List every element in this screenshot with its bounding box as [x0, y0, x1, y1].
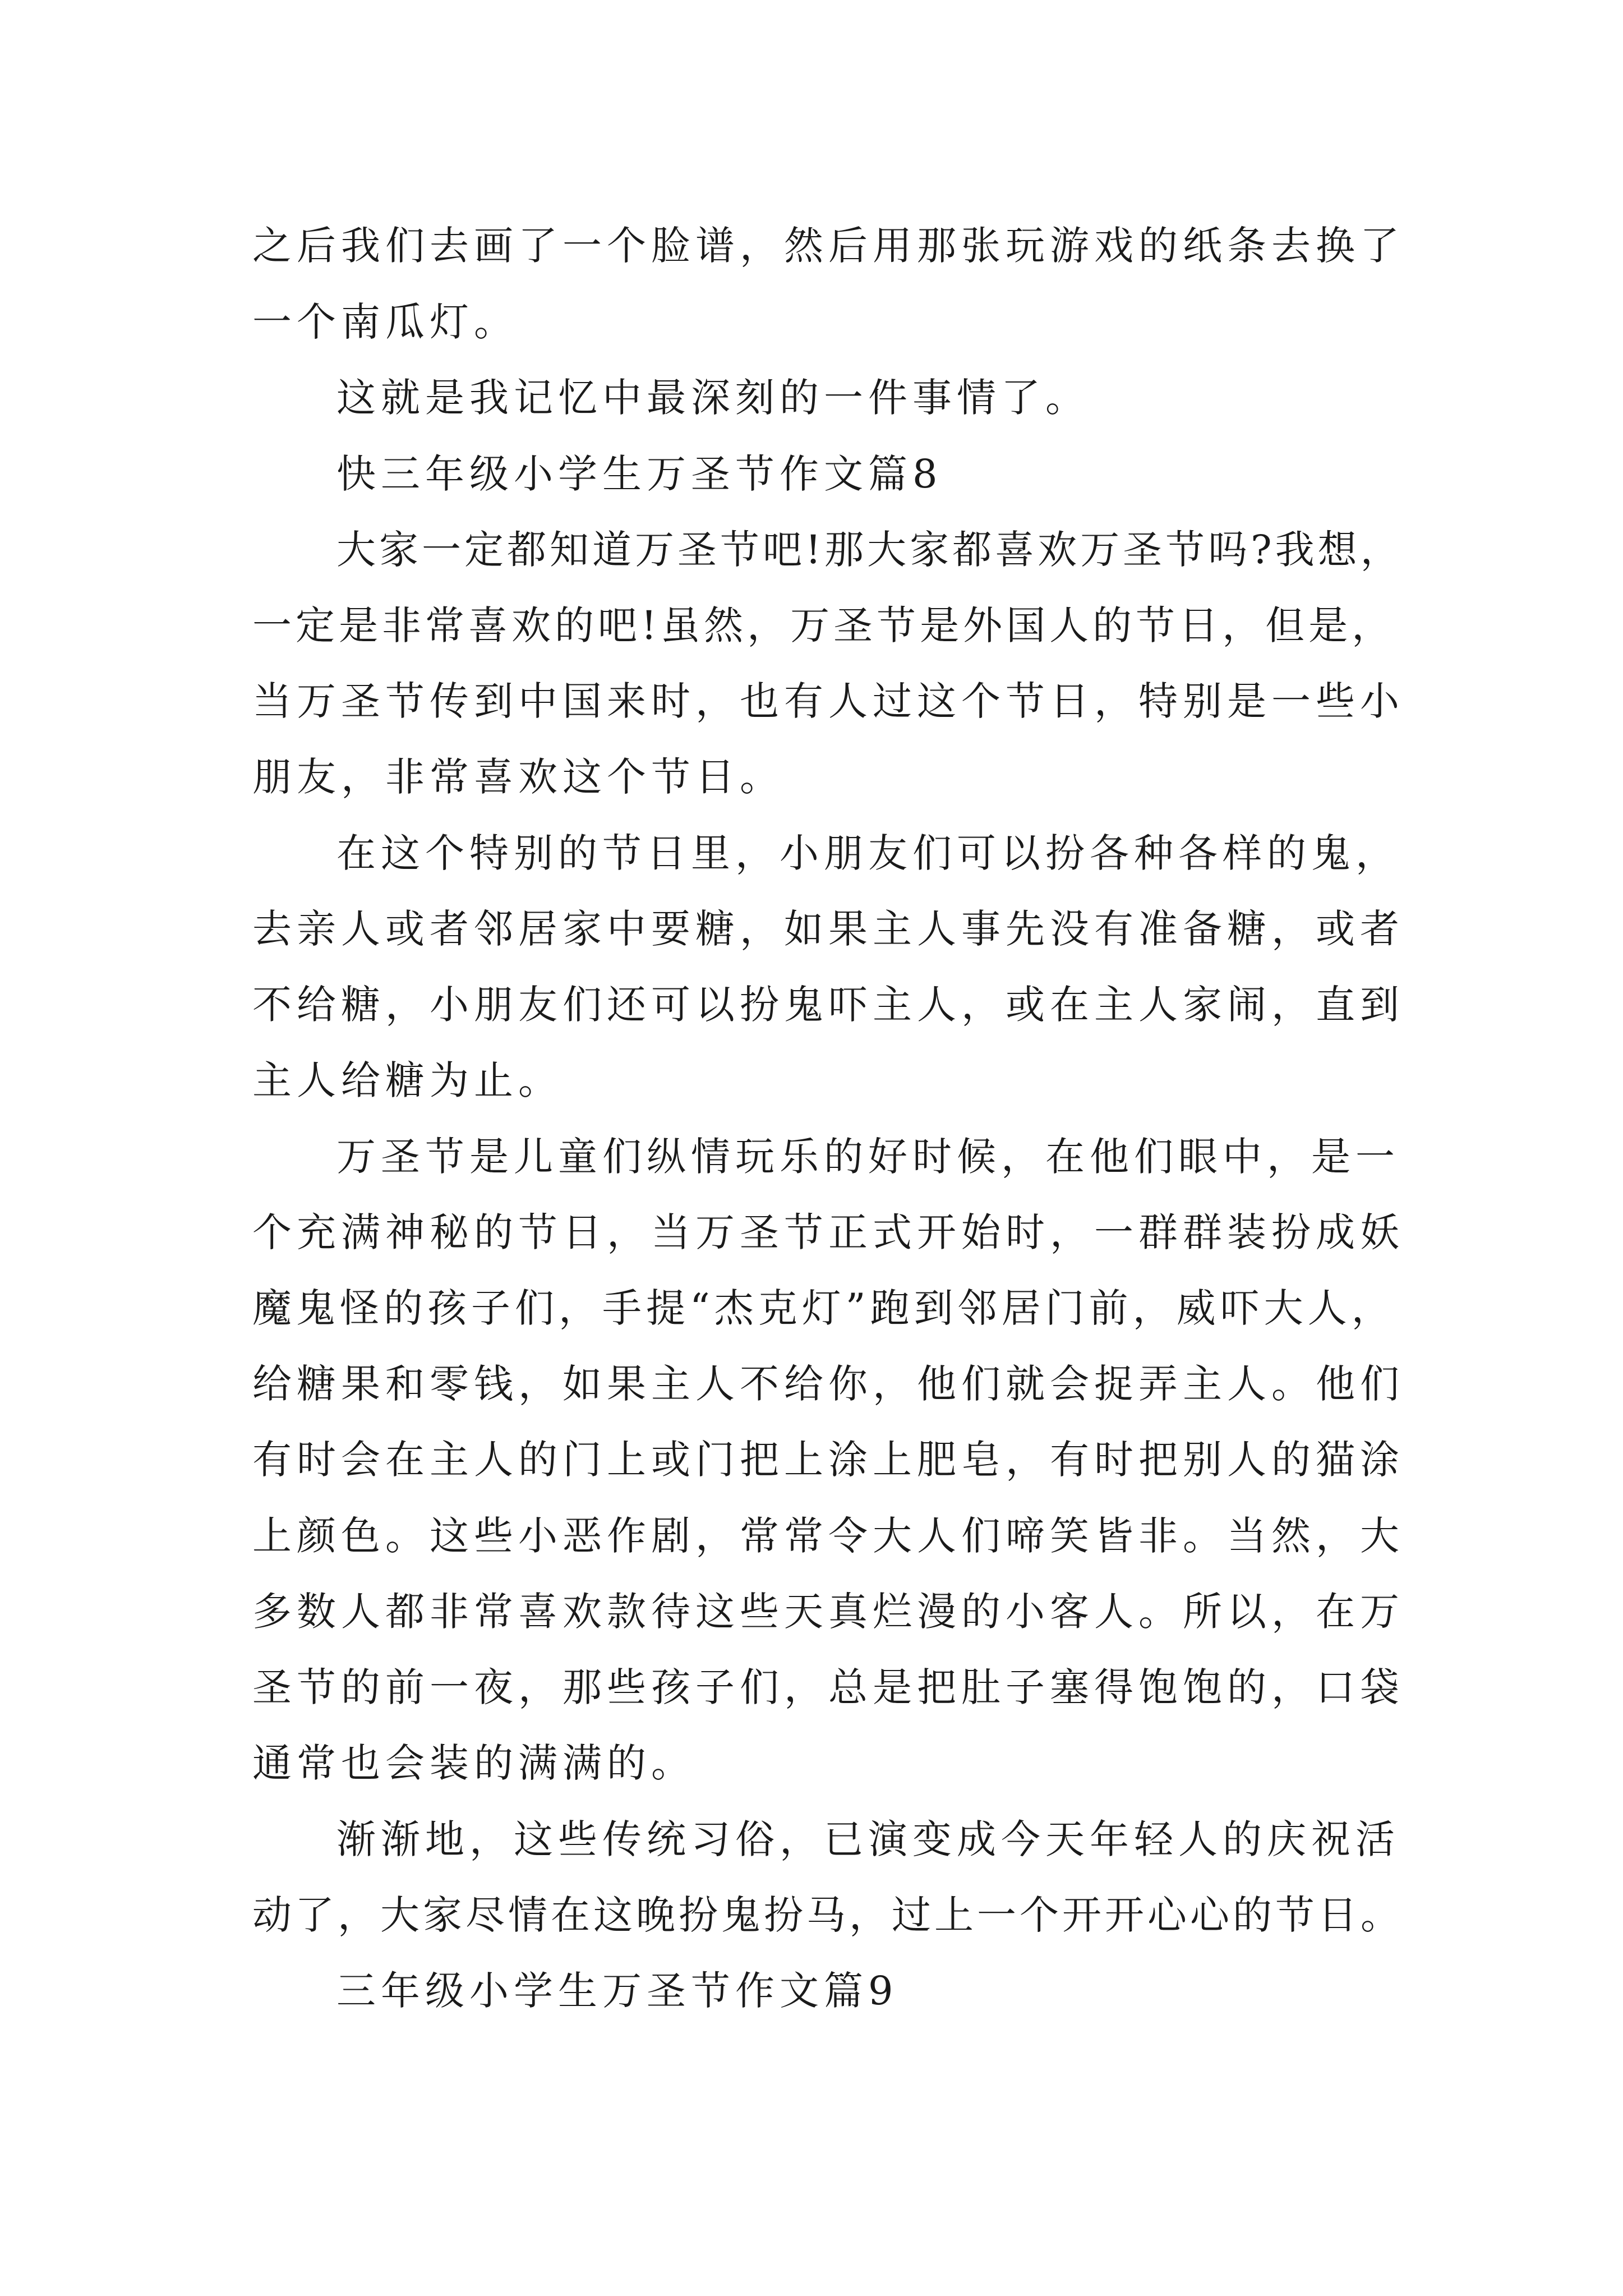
text-line: 给糖果和零钱，如果主人不给你，他们就会捉弄主人。他们 [252, 1361, 1404, 1407]
text-line: 多数人都非常喜欢款待这些天真烂漫的小客人。所以，在万 [252, 1589, 1404, 1635]
text-line: 上颜色。这些小恶作剧，常常令大人们啼笑皆非。当然，大 [252, 1513, 1404, 1559]
text-line: 一个南瓜灯。 [252, 299, 518, 345]
text-line: 个充满神秘的节日，当万圣节正式开始时，一群群装扮成妖 [252, 1209, 1404, 1255]
text-line: 之后我们去画了一个脸谱，然后用那张玩游戏的纸条去换了 [252, 223, 1404, 269]
text-line: 不给糖，小朋友们还可以扮鬼吓主人，或在主人家闹，直到 [252, 982, 1404, 1028]
text-line: 万圣节是儿童们纵情玩乐的好时候，在他们眼中，是一 [336, 1134, 1400, 1180]
text-line: 去亲人或者邻居家中要糖，如果主人事先没有准备糖，或者 [252, 906, 1404, 952]
text-line: 当万圣节传到中国来时，也有人过这个节日，特别是一些小 [252, 678, 1404, 724]
text-line: 朋友，非常喜欢这个节日。 [252, 754, 784, 800]
section-heading: 快三年级小学生万圣节作文篇8 [336, 451, 943, 497]
text-line: 魔鬼怪的孩子们，手提“杰克灯”跑到邻居门前，威吓大人， [252, 1285, 1395, 1331]
text-line: 动了，大家尽情在这晚扮鬼扮马，过上一个开开心心的节日。 [252, 1892, 1403, 1938]
text-line: 在这个特别的节日里，小朋友们可以扮各种各样的鬼， [336, 830, 1400, 876]
text-line: 通常也会装的满满的。 [252, 1740, 695, 1786]
section-heading: 三年级小学生万圣节作文篇9 [336, 1968, 898, 2014]
text-line: 主人给糖为止。 [252, 1057, 562, 1103]
text-line: 圣节的前一夜，那些孩子们，总是把肚子塞得饱饱的，口袋 [252, 1664, 1404, 1710]
text-line: 大家一定都知道万圣节吧!那大家都喜欢万圣节吗?我想， [336, 527, 1403, 573]
text-line: 一定是非常喜欢的吧!虽然，万圣节是外国人的节日，但是， [252, 602, 1395, 648]
text-line: 有时会在主人的门上或门把上涂上肥皂，有时把别人的猫涂 [252, 1437, 1404, 1483]
text-line: 这就是我记忆中最深刻的一件事情了。 [336, 375, 1090, 421]
text-line: 渐渐地，这些传统习俗，已演变成今天年轻人的庆祝活 [336, 1816, 1400, 1862]
